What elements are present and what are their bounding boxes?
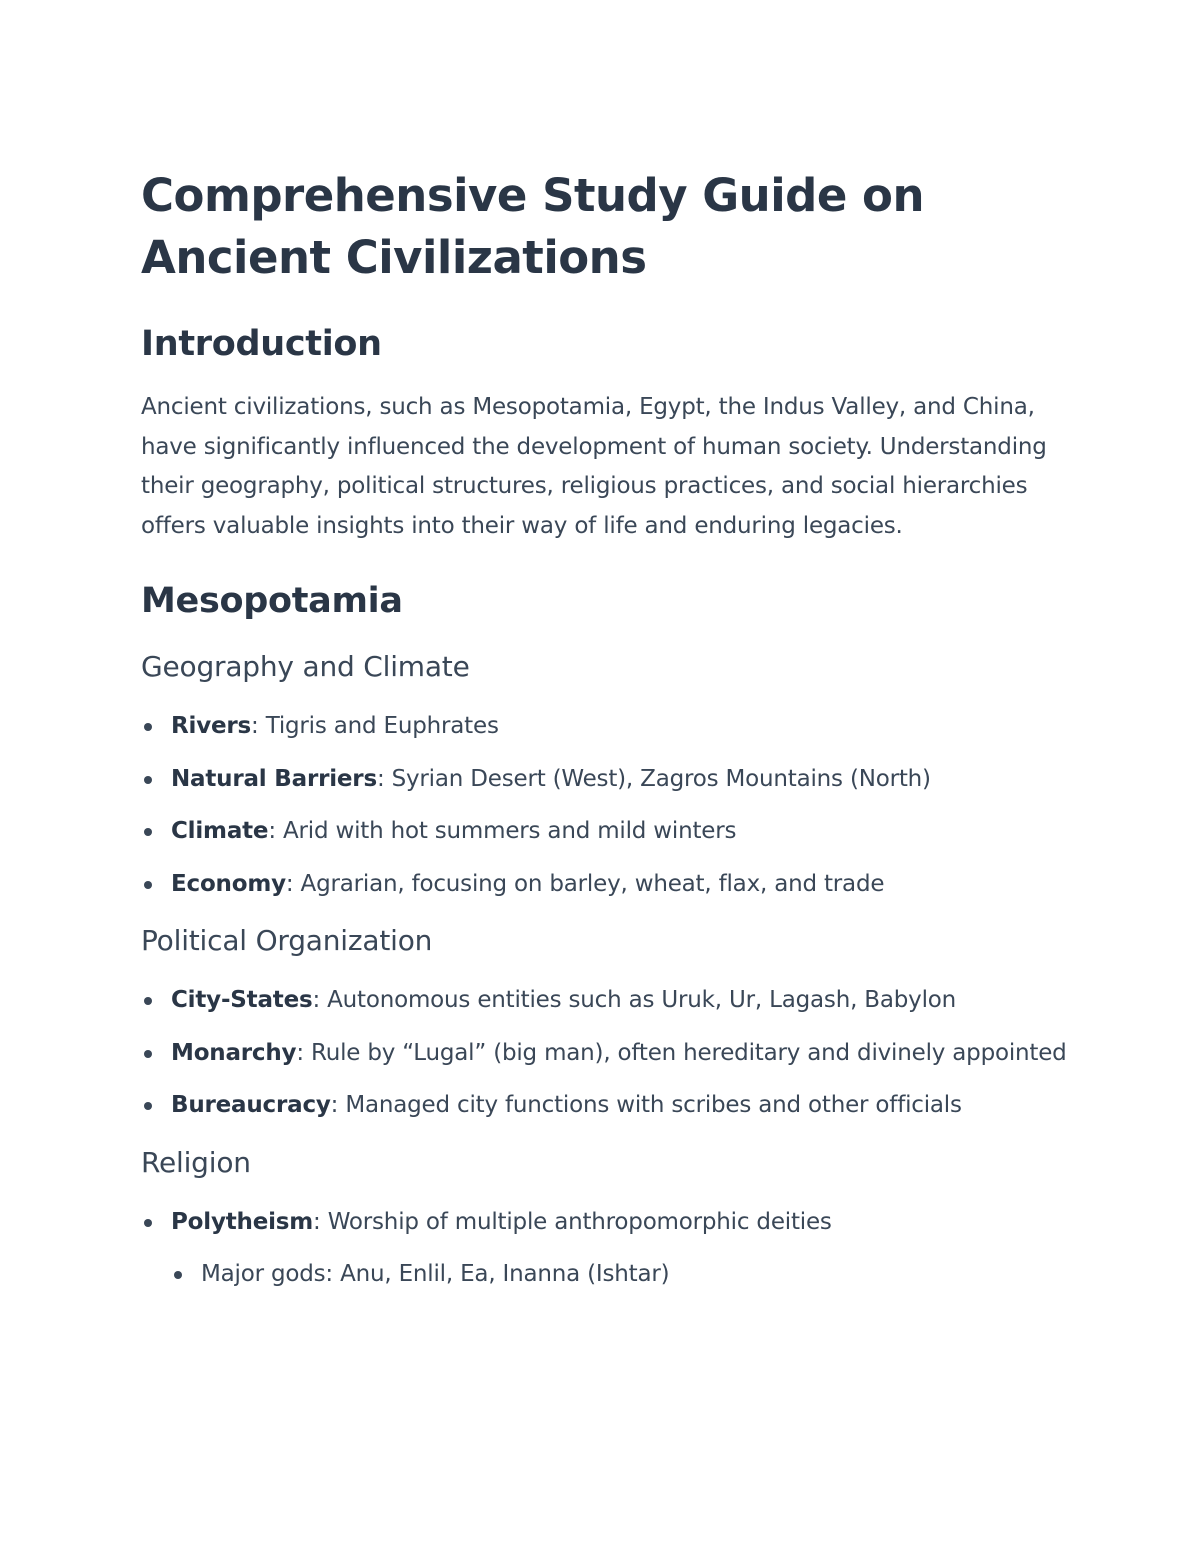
list-item-term: Natural Barriers: [171, 765, 377, 792]
political-list: [141, 981, 1076, 1126]
document-page: [141, 165, 1076, 1295]
list-item-term: Rivers: [171, 713, 252, 739]
subheading-political-organization: Political Organization: [141, 924, 433, 957]
sub-list-item: [171, 1255, 1076, 1295]
list-item-term: Bureaucracy: [171, 1092, 331, 1118]
bullet-icon: [144, 828, 152, 836]
list-item-text: : Tigris and Euphrates: [251, 713, 499, 739]
list-item: [141, 865, 1076, 905]
list-item-text: : Arid with hot summers and mild winters: [268, 818, 737, 844]
bullet-icon: [144, 997, 152, 1005]
list-item-term: Economy: [171, 870, 286, 897]
section-heading-introduction: Introduction: [141, 324, 382, 364]
bullet-icon: [144, 1102, 152, 1110]
list-item-text: : Worship of multiple anthropomorphic deities: [313, 1208, 832, 1235]
list-item-term: Polytheism: [171, 1208, 314, 1235]
list-item-text: : Syrian Desert (West), Zagros Mountains (North): [376, 765, 931, 792]
list-item: [141, 760, 1076, 800]
sub-list-item-text: Major gods: Anu, Enlil, Ea, Inanna (Ishtar): [201, 1261, 670, 1287]
subheading-religion: Religion: [141, 1145, 251, 1179]
list-item-text: : Rule by “Lugal” (big man), often hereditary and divinely appointed: [296, 1039, 1067, 1066]
list-item-text: : Autonomous entities such as Uruk, Ur, Lagash, Babylon: [312, 987, 957, 1013]
bullet-icon: [144, 881, 152, 889]
list-item: [141, 1203, 1076, 1295]
bullet-icon: [144, 776, 152, 784]
list-item-text: : Managed city functions with scribes and other officials: [330, 1092, 962, 1118]
list-item-text: : Agrarian, focusing on barley, wheat, flax, and trade: [285, 870, 885, 897]
list-item: [141, 1086, 1076, 1126]
list-item-term: Monarchy: [171, 1039, 297, 1066]
document-title: Comprehensive Study Guide on Ancient Civilizations: [141, 169, 924, 284]
list-item: [141, 1034, 1076, 1074]
list-item: [141, 981, 1076, 1021]
bullet-icon: [144, 723, 152, 731]
religion-list: [141, 1203, 1076, 1295]
bullet-icon: [144, 1050, 152, 1058]
section-heading-mesopotamia: Mesopotamia: [141, 581, 403, 621]
list-item: [141, 707, 1076, 747]
list-item: [141, 812, 1076, 852]
intro-paragraph: Ancient civilizations, such as Mesopotamia, Egypt, the Indus Valley, and China, have significantly influenced the development of human society. Understanding their geography, political structures, religious practices, and social hierarchies offers valuable insights into their way of life and enduring legacies.: [141, 394, 1047, 539]
list-item-term: City-States: [171, 987, 313, 1013]
religion-sub-list: [171, 1255, 1076, 1295]
geography-list: [141, 707, 1076, 904]
list-item-term: Climate: [171, 818, 269, 844]
bullet-icon: [144, 1219, 152, 1227]
bullet-icon: [174, 1271, 182, 1279]
subheading-geography-climate: Geography and Climate: [141, 650, 470, 683]
